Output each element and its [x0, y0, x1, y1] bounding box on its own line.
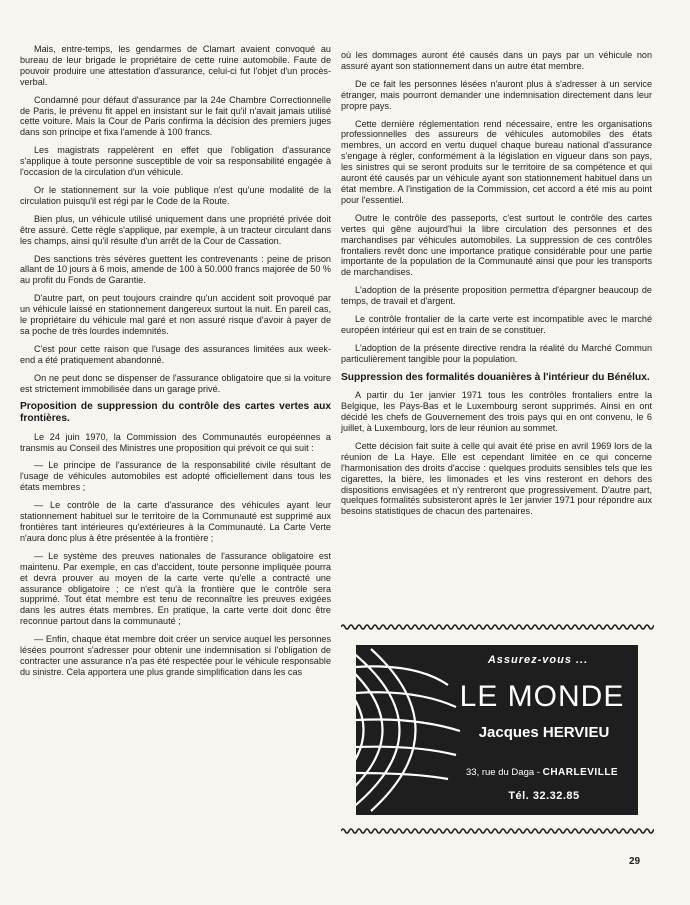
paragraph: Or le stationnement sur la voie publique n'est qu'une modalité de la circulation puisqu'il est régi par le Code de la Route.	[20, 184, 331, 206]
globe-logo-icon	[356, 645, 466, 815]
paragraph: On ne peut donc se dispenser de l'assurance obligatoire que si la voiture est strictement immobilisée dans un garage privé.	[20, 372, 331, 394]
paragraph: Le 24 juin 1970, la Commission des Communautés européennes a transmis au Conseil des Ministres une proposition qui prévoit ce qui suit :	[20, 431, 331, 453]
section-heading: Suppression des formalités douanières à l'intérieur du Bénélux.	[341, 371, 650, 383]
ad-company-name: LE MONDE	[459, 680, 625, 713]
paragraph: Mais, entre-temps, les gendarmes de Clamart avaient convoqué au bureau de leur brigade le propriétaire de cette ruine automobile. Faute de pouvoir produire une attestation d'assurance, celui-ci fut l'objet d'un procès-verbal.	[20, 44, 331, 87]
ad-city: CHARLEVILLE	[542, 767, 619, 778]
section-heading: Proposition de suppression du contrôle des cartes vertes aux frontières.	[20, 401, 331, 425]
page-number: 29	[629, 856, 641, 867]
paragraph: Cette décision fait suite à celle qui avait été prise en avril 1969 lors de la réunion de La Haye. Elle est cependant limitée en ce qui concerne l'harmonisation des droits d'accise : quelques produits sensibles tels que les cigarettes, la bière, les limonades et les vins resteront en dehors des dispositions envisagées et n'y rentreront que progressivement. D'autre part, quelques formalités subsisteront après le 1er janvier 1971 pour répondre aux besoins statistiques de chacun des partenaires.	[341, 440, 652, 517]
ad-contact-name: Jacques HERVIEU	[478, 724, 610, 741]
paragraph: Bien plus, un véhicule utilisé uniquement dans une propriété privée doit être assuré. Cette règle s'applique, par exemple, à un tracteur circulant dans les champs, ainsi qu'il résulte d'un arrêt de la Cour de Cassation.	[20, 213, 331, 246]
ad-address	[466, 767, 634, 778]
paragraph: — Le contrôle de la carte d'assurance des véhicules ayant leur stationnement habituel sur le territoire de la Communauté est supprimé aux frontières tant intérieures qu'extérieures à la Communauté. La Carte Verte n'aura donc plus à être présentée à la frontière ;	[20, 500, 331, 543]
advertisement	[356, 645, 638, 815]
paragraph: Condamné pour défaut d'assurance par la 24e Chambre Correctionnelle de Paris, le prévenu fit appel en insistant sur le fait qu'il n'avait jamais utilisé cette voiture. Mais la Cour de Paris confirma la décision des premiers juges dans son principe et fixa l'amende à 100 francs.	[20, 94, 331, 138]
paragraph: Les magistrats rappelèrent en effet que l'obligation d'assurance s'applique à toute personne susceptible de voir sa responsabilité engagée à l'occasion de la circulation d'un véhicule.	[20, 145, 331, 178]
paragraph: Cette dernière réglementation rend nécessaire, entre les organisations professionnelles des assureurs de véhicules automobiles des états membres, un accord en vertu duquel chaque bureau national d'assurance s'engage à régler, conformément à la législation en vigueur dans son pays, les sinistres qui se seront produits sur le territoire de sa compétence et qui auront été causés par un véhicule ayant son stationnement habituel dans un état membre. A l'instigation de la Commission, cet accord a été mis au point pour l'essentiel.	[341, 118, 652, 205]
paragraph: Le contrôle frontalier de la carte verte est incompatible avec le marché européen intérieur qui est en train de se constituer.	[341, 314, 652, 335]
paragraph: L'adoption de la présente directive rendra la réalité du Marché Commun particulièrement tangible pour la population.	[341, 342, 652, 364]
ad-separator: -	[534, 767, 543, 778]
paragraph: Outre le contrôle des passeports, c'est surtout le contrôle des cartes vertes qui gêne aujourd'hui la libre circulation des personnes et des marchandises par véhicules automobiles. La suppression de ces contrôles frontaliers revêt donc une importance pratique considérable pour une partie importante de la population de la Communauté ainsi que pour les transports de marchandises.	[341, 212, 652, 278]
paragraph: L'adoption de la présente proposition permettra d'épargner beaucoup de temps, de travail et d'argent.	[341, 285, 652, 307]
ad-street: 33, rue du Daga	[466, 767, 535, 778]
paragraph: A partir du 1er janvier 1971 tous les contrôles frontaliers entre la Belgique, les Pays-Bas et le Luxembourg seront supprimés. Ainsi en ont décidé les chefs de Gouvernement des trois pays qui en ont convenu, le 6 juillet, à Luxembourg, lors de leur réunion au sommet.	[341, 390, 652, 433]
wavy-divider-top	[341, 622, 654, 632]
paragraph: Des sanctions très sévères guettent les contrevenants : peine de prison allant de 10 jours à 6 mois, amende de 100 à 50.000 francs majorée de 50 % au profit du Fonds de Garantie.	[20, 253, 331, 286]
paragraph: D'autre part, on peut toujours craindre qu'un accident soit provoqué par un véhicule laissé en stationnement dangereux surtout la nuit. En pareil cas, le propriétaire du véhicule mal garé et non assuré risque d'avoir à payer de sa poche de très lourdes indemnités.	[20, 293, 331, 336]
paragraph: — Enfin, chaque état membre doit créer un service auquel les personnes lésées pourront s'adresser pour obtenir une indemnisation si l'obligation de contracter une assurance n'a pas été respectée pour le véhicule responsable du sinistre. Cela apportera une plus grande simplification dans les cas	[20, 634, 331, 677]
paragraph: C'est pour cette raison que l'usage des assurances limitées aux week-end a été pratiquement abandonné.	[20, 343, 331, 365]
ad-phone: Tél. 32.32.85	[508, 790, 580, 802]
right-column	[341, 50, 652, 524]
ad-tagline: Assurez-vous ...	[487, 654, 589, 666]
left-column	[20, 44, 331, 685]
paragraph: — Le système des preuves nationales de l'assurance obligatoire est maintenu. Par exemple, en cas d'accident, toute personne impliquée pourra et devra prouver au moyen de la carte verte qu'elle a contracté une assurance obligatoire ; ce n'est qu'à la frontière que le contrôle sera supprimé. Tout état membre est tenu de reconnaître les preuves exigées dans les autres états membres. En pratique, la carte verte doit donc être reconnue partout dans la communauté ;	[20, 550, 331, 627]
wavy-divider-bottom	[341, 826, 654, 836]
paragraph: — Le principe de l'assurance de la responsabilité civile résultant de l'usage de véhicules automobiles est adopté officiellement dans tous les états membres ;	[20, 460, 331, 493]
paragraph: De ce fait les personnes lésées n'auront plus à s'adresser à un service étranger, mais pourront demander une indemnisation directement dans leur propre pays.	[341, 78, 652, 111]
paragraph: où les dommages auront été causés dans un pays par un véhicule non assuré ayant son stationnement dans un autre état membre.	[341, 50, 652, 71]
